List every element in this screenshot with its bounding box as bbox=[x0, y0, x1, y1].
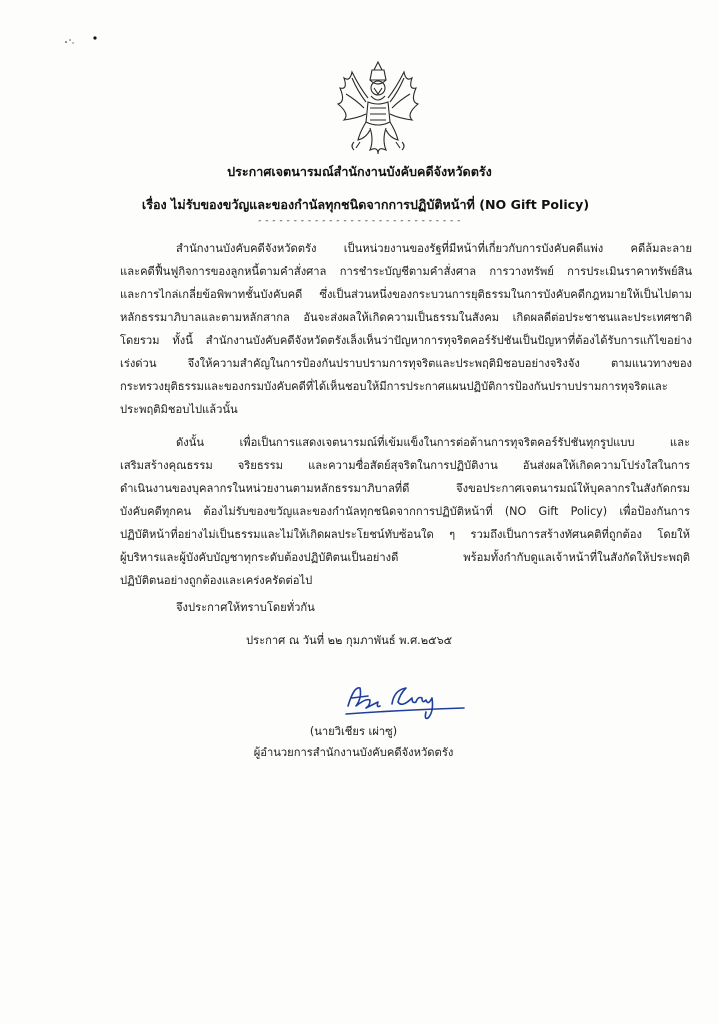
paragraph-line: และการไกล่เกลี่ยข้อพิพาทชั้นบังคับคดี ซึ่งเป็นส่วนหนึ่งของกระบวนการยุติธรรมในการบังคับคดีกฎหมายให้เป็นไปตาม bbox=[120, 288, 692, 301]
paragraph-line: บังคับคดีทุกคน ต้องไม่รับของขวัญและของกำนัลทุกชนิดจากการปฏิบัติหน้าที่ (NO Gift Policy) เพื่อป้องกันการ bbox=[120, 505, 690, 518]
paragraph-line: ดำเนินงานของบุคลากรในหน่วยงานตามหลักธรรมาภิบาลที่ดี จึงขอประกาศเจตนารมณ์ให้บุคลากรในสังกัดกรม bbox=[120, 482, 690, 495]
handwritten-signature bbox=[340, 676, 470, 722]
paragraph-line: ผู้บริหารและผู้บังคับบัญชาทุกระดับต้องปฏิบัติตนเป็นอย่างดี พร้อมทั้งกำกับดูแลเจ้าหน้าที่ในสังกัดให้ประพฤติ bbox=[120, 551, 690, 564]
signatory-position: ผู้อำนวยการสำนักงานบังคับคดีจังหวัดตรัง bbox=[253, 746, 454, 759]
paragraph-line: ประพฤติมิชอบไปแล้วนั้น bbox=[120, 403, 238, 416]
paragraph-line: โดยรวม ทั้งนี้ สำนักงานบังคับคดีจังหวัดตรังเล็งเห็นว่าปัญหาการทุจริตคอร์รัปชันเป็นปัญหาที่ต้องได้รับการแก้ไขอย่าง bbox=[120, 334, 692, 347]
signatory-name: (นายวิเชียร เผ่าซู) bbox=[309, 725, 398, 738]
document-title: ประกาศเจตนารมณ์สำนักงานบังคับคดีจังหวัดตรัง bbox=[227, 164, 492, 179]
paragraph-line: หลักธรรมาภิบาลและตามหลักสากล อันจะส่งผลให้เกิดความเป็นธรรมในสังคม เกิดผลดีต่อประชาชนและประเทศชาติ bbox=[120, 311, 692, 324]
paragraph-line: เสริมสร้างคุณธรรม จริยธรรม และความซื่อสัตย์สุจริตในการปฏิบัติงาน อันส่งผลให้เกิดความโปร่งใสในการ bbox=[120, 459, 690, 472]
title-divider: - - - - - - - - - - - - - - - - - - - - - - - - - - - - - bbox=[258, 216, 461, 226]
garuda-emblem-icon bbox=[330, 58, 426, 156]
paragraph-line: สำนักงานบังคับคดีจังหวัดตรัง เป็นหน่วยงานของรัฐที่มีหน้าที่เกี่ยวกับการบังคับคดีแพ่ง คดีล้มละลาย bbox=[176, 242, 692, 255]
paragraph-line: และคดีฟื้นฟูกิจการของลูกหนี้ตามคำสั่งศาล การชำระบัญชีตามคำสั่งศาล การวางทรัพย์ การประเมินราคาทรัพย์สิน bbox=[120, 265, 692, 278]
document-subject: เรื่อง ไม่รับของขวัญและของกำนัลทุกชนิดจากการปฏิบัติหน้าที่ (NO Gift Policy) bbox=[141, 197, 590, 212]
paragraph-line: เร่งด่วน จึงให้ความสำคัญในการป้องกันปราบปรามการทุจริตและประพฤติมิชอบอย่างจริงจัง ตามแนวทางของ bbox=[120, 357, 692, 370]
paragraph-line: กระทรวงยุติธรรมและของกรมบังคับคดีที่ได้เห็นชอบให้มีการประกาศแผนปฏิบัติการป้องกันปราบปรามการทุจริตและ bbox=[120, 380, 668, 393]
announcement-line: จึงประกาศให้ทราบโดยทั่วกัน bbox=[176, 601, 315, 614]
scan-specks bbox=[60, 34, 110, 48]
paragraph-line: ดังนั้น เพื่อเป็นการแสดงเจตนารมณ์ที่เข้มแข็งในการต่อต้านการทุจริตคอร์รัปชันทุกรูปแบบ และ bbox=[176, 436, 690, 449]
date-line: ประกาศ ณ วันที่ ๒๒ กุมภาพันธ์ พ.ศ.๒๕๖๕ bbox=[246, 634, 453, 647]
paragraph-line: ปฏิบัติตนอย่างถูกต้องและเคร่งครัดต่อไป bbox=[120, 574, 313, 587]
paragraph-line: ปฏิบัติหน้าที่อย่างไม่เป็นธรรมและไม่ให้เกิดผลประโยชน์ทับซ้อนใด ๆ รวมถึงเป็นการสร้างทัศนคติที่ถูกต้อง โดยให้ bbox=[120, 528, 690, 541]
